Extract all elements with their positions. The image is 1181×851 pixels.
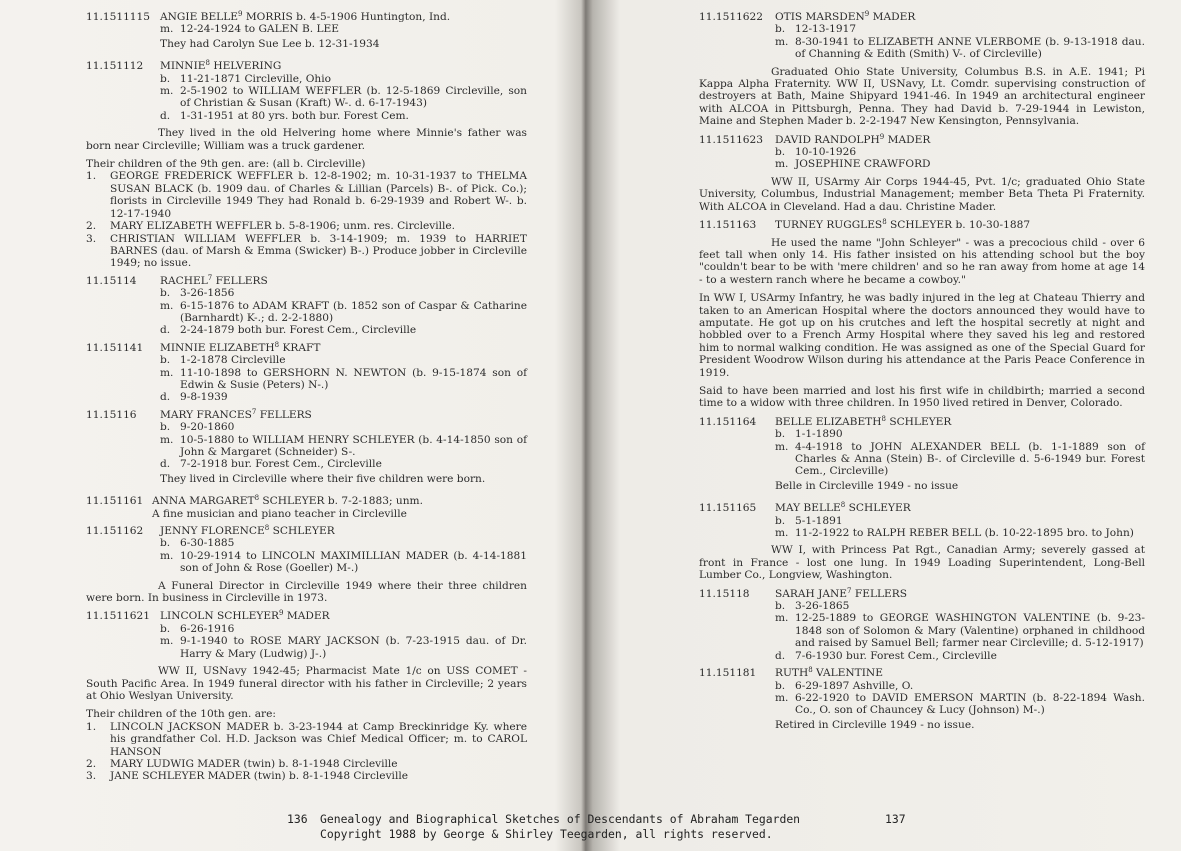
entry-number: 11.15116 (86, 408, 137, 421)
birth-line: b. 12-13-1917 (775, 23, 857, 36)
entry-number: 11.151163 (699, 219, 757, 232)
entry-note: They had Carolyn Sue Lee b. 12-31-1934 (160, 37, 380, 50)
entry-number: 11.151165 (699, 502, 757, 515)
birth-line: b. 1-1-1890 (775, 428, 843, 441)
entry (699, 11, 1145, 61)
entry (86, 342, 527, 404)
marriage-line: m. 6-22-1920 to DAVID EMERSON MARTIN (b. 8-22-1894 Wash. Co., O. son of Chauncey & Lucy (Johnson) M-.) (775, 691, 1145, 717)
entry-number: 11.151164 (699, 415, 757, 428)
left-page (86, 11, 527, 783)
marriage-line: m. 9-1-1940 to ROSE MARY JACKSON (b. 7-23-1915 dau. of Dr. Harry & Mary (Ludwig) J-.) (160, 635, 527, 660)
birth-line: b. 3-26-1865 (775, 600, 850, 613)
death-line: d. 7-2-1918 bur. Forest Cem., Circleville (160, 458, 382, 471)
marriage-line: m. 10-5-1880 to WILLIAM HENRY SCHLEYER (b. 4-14-1850 son of John & Margaret (Schneider) S-. (160, 433, 527, 458)
marriage-line: m. JOSEPHINE CRAWFORD (775, 158, 931, 171)
death-line: d. 2-24-1879 both bur. Forest Cem., Circleville (160, 324, 417, 337)
death-line: d. 9-8-1939 (160, 391, 228, 404)
entry-number: 11.1511115 (86, 11, 151, 23)
entry-heading: TURNEY RUGGLES$^8$ SCHLEYER b. 10-30-1887 (775, 218, 1031, 232)
entry-note: Belle in Circleville 1949 - no issue (775, 479, 959, 492)
entry-note: Retired in Circleville 1949 - no issue. (775, 718, 975, 731)
entry-number: 11.151161 (86, 495, 144, 508)
birth-line: b. 6-30-1885 (160, 537, 235, 550)
death-line: d. 1-31-1951 at 80 yrs. both bur. Forest Cem. (160, 109, 409, 122)
entry-number: 11.15118 (699, 587, 750, 600)
entry (699, 219, 1145, 231)
marriage-line: m. 4-4-1918 to JOHN ALEXANDER BELL (b. 1-1-1889 son of Charles & Anna (Stein) B-. of Circleville d. 5-6-1949 bur. Forest Cem., Circleville) (775, 440, 1145, 478)
marriage-line: m. 10-29-1914 to LINCOLN MAXIMILLIAN MADER (b. 4-14-1881 son of John & Rose (Goeller) M-.) (160, 549, 527, 575)
entry-heading: OTIS MARSDEN$^9$ MADER (775, 10, 916, 23)
biography-paragraph: In WW I, USArmy Infantry, he was badly injured in the leg at Chateau Thierry and taken to an American Hospital where the doctors announced they would have to amputate. He got up on his crutches and left the hospital secretly at night and hobbled over to a French Army Hospital where they saved his leg and restored him to normal walking condition. He was assigned as one of the Special Guard for President Woodrow Wilson during his attendance at the Paris Peace Conference in 1919. (699, 292, 1145, 379)
list-item: 2. MARY ELIZABETH WEFFLER b. 5-8-1906; unm. res. Circleville. (86, 220, 456, 233)
page-number-right: 137 (885, 812, 906, 826)
entry-number: 11.151181 (699, 667, 757, 680)
birth-line: b. 11-21-1871 Circleville, Ohio (160, 72, 332, 85)
entry-heading: MINNIE ELIZABETH$^8$ KRAFT (160, 340, 321, 354)
entry (86, 525, 527, 575)
marriage-line: m. 12-25-1889 to GEORGE WASHINGTON VALENTINE (b. 9-23-1848 son of Solomon & Mary (Valentine) orphaned in childhood and raised by Samuel Bell; farmer near Circleville; d. 5-12-1917) (775, 612, 1145, 650)
entry-heading: MARY FRANCES$^7$ FELLERS (160, 407, 312, 421)
biography-paragraph: Said to have been married and lost his first wife in childbirth; married a second time to a widow with three children. In 1950 lived retired in Denver, Colorado. (699, 384, 1145, 410)
marriage-line: m. 8-30-1941 to ELIZABETH ANNE VLERBOME (b. 9-13-1918 dau. of Channing & Edith (Smith) V-. of Circleville) (775, 35, 1145, 61)
birth-line: b. 5-1-1891 (775, 514, 843, 527)
entry (699, 502, 1145, 539)
entry-heading: MINNIE$^8$ HELVERING (160, 59, 282, 73)
entry-number: 11.1511621 (86, 610, 151, 623)
entry-heading: RUTH$^8$ VALENTINE (775, 666, 883, 680)
entry-number: 11.151141 (86, 341, 144, 354)
entry (86, 610, 527, 660)
entry-number: 11.15114 (86, 274, 137, 287)
entry (86, 11, 527, 55)
entry-number: 11.151112 (86, 60, 144, 73)
marriage-line: m. 6-15-1876 to ADAM KRAFT (b. 1852 son of Caspar & Catharine (Barnhardt) K-.; d. 2-2-1880) (160, 299, 527, 324)
entry-note: A fine musician and piano teacher in Circleville (152, 507, 407, 520)
birth-line: b. 6-29-1897 Ashville, O. (775, 679, 914, 692)
marriage-line: m. 12-24-1924 to GALEN B. LEE (160, 23, 339, 36)
birth-line: b. 1-2-1878 Circleville (160, 354, 286, 367)
birth-line: b. 9-20-1860 (160, 421, 235, 434)
entry (699, 416, 1145, 497)
footer-title: Genealogy and Biographical Sketches of Descendants of Abraham Tegarden (320, 812, 801, 826)
entry-heading: RACHEL$^7$ FELLERS (160, 273, 268, 287)
birth-line: b. 6-26-1916 (160, 622, 235, 635)
birth-line: b. 3-26-1856 (160, 287, 235, 300)
list-item: 3. CHRISTIAN WILLIAM WEFFLER b. 3-14-1909; m. 1939 to HARRIET BARNES (dau. of Marsh & Emma (Swicker) B-.) Produce jobber in Circleville 1949; no issue. (86, 232, 527, 270)
entry-heading: DAVID RANDOLPH$^9$ MADER (775, 132, 931, 146)
entry-heading: SARAH JANE$^7$ FELLERS (775, 586, 908, 600)
entry (86, 495, 527, 520)
biography-paragraph: Graduated Ohio State University, Columbus B.S. in A.E. 1941; Pi Kappa Alpha Fraternity. WW II, USNavy, Lt. Comdr. supervising construction of destroyers at Bath, Maine Shipyard 1941-46. In 1949 an architectural engineer with ALCOA in Pittsburgh, Penna. They had David b. 7-29-1944 in Lewiston, Maine and Stephen Mader b. 2-2-1947 New Kensington, Pennsylvania. (699, 65, 1145, 128)
entry (699, 134, 1145, 171)
biography-paragraph: A Funeral Director in Circleville 1949 where their three children were born. In business in Circleville in 1973. (86, 579, 527, 605)
biography-paragraph: WW I, with Princess Pat Rgt., Canadian Army; severely gassed at front in France - lost one lung. In 1949 Loading Superintendent, Long-Bell Lumber Co., Longview, Washington. (699, 544, 1145, 582)
entry-heading: BELLE ELIZABETH$^8$ SCHLEYER (775, 414, 952, 428)
entry-heading: MAY BELLE$^8$ SCHLEYER (775, 501, 911, 515)
right-page (699, 11, 1145, 741)
entry-heading: LINCOLN SCHLEYER$^9$ MADER (160, 609, 330, 623)
marriage-line: m. 11-2-1922 to RALPH REBER BELL (b. 10-22-1895 bro. to John) (775, 527, 1134, 540)
entry (699, 667, 1145, 736)
entry (86, 60, 527, 122)
list-item: 3. JANE SCHLEYER MADER (twin) b. 8-1-1948 Circleville (86, 770, 408, 783)
entry (86, 409, 527, 490)
list-item: 2. MARY LUDWIG MADER (twin) b. 8-1-1948 Circleville (86, 757, 398, 770)
marriage-line: m. 11-10-1898 to GERSHORN N. NEWTON (b. 9-15-1874 son of Edwin & Susie (Peters) N-.) (160, 366, 527, 391)
entry-number: 11.1511623 (699, 133, 764, 146)
entry-heading: JENNY FLORENCE$^8$ SCHLEYER (160, 524, 335, 538)
children-list (86, 721, 527, 783)
list-item: 1. GEORGE FREDERICK WEFFLER b. 12-8-1902; m. 10-31-1937 to THELMA SUSAN BLACK (b. 1909 dau. of Charles & Lillian (Parcels) B-. of Pick. Co.); florists in Circleville 1949 They had Ronald b. 6-29-1939 and Robert W-. b. 12-17-1940 (86, 170, 527, 220)
children-list (86, 170, 527, 269)
entry-heading: ANGIE BELLE$^9$ MORRIS b. 4-5-1906 Huntington, Ind. (160, 10, 451, 23)
biography-paragraph: They lived in the old Helvering home where Minnie's father was born near Circleville; William was a truck gardener. (86, 127, 527, 152)
biography-paragraph: He used the name "John Schleyer" - was a precocious child - over 6 feet tall when only 14. His father insisted on his attending school but the boy "couldn't bear to be with 'mere children' and so he ran away from home at age 14 - to a western ranch where he became a cowboy." (699, 236, 1145, 286)
death-line: d. 7-6-1930 bur. Forest Cem., Circleville (775, 649, 997, 662)
entry-number: 11.151162 (86, 525, 144, 538)
entry (699, 588, 1145, 662)
biography-paragraph: WW II, USNavy 1942-45; Pharmacist Mate 1/c on USS COMET - South Pacific Area. In 1949 funeral director with his father in Circleville; 2 years at Ohio Weslyan University. (86, 665, 527, 702)
page-number-left: 136 (287, 812, 308, 826)
birth-line: b. 10-10-1926 (775, 146, 857, 159)
marriage-line: m. 2-5-1902 to WILLIAM WEFFLER (b. 12-5-1869 Circleville, son of Christian & Susan (Kraft) W-. d. 6-17-1943) (160, 85, 527, 110)
entry-note: They lived in Circleville where their five children were born. (160, 472, 486, 485)
entry-number: 11.1511622 (699, 11, 764, 23)
children-list-heading: Their children of the 10th gen. are: (86, 708, 276, 721)
biography-paragraph: WW II, USArmy Air Corps 1944-45, Pvt. 1/c; graduated Ohio State University, Columbus, Industrial Management; member Beta Theta Pi Fraternity. With ALCOA in Cleveland. Had a dau. Christine Mader. (699, 175, 1145, 213)
children-list-heading: Their children of the 9th gen. are: (all b. Circleville) (86, 158, 366, 171)
entry-heading: ANNA MARGARET$^8$ SCHLEYER b. 7-2-1883; unm. (152, 494, 423, 508)
footer-copyright: Copyright 1988 by George & Shirley Teegarden, all rights reserved. (320, 827, 773, 841)
entry (86, 275, 527, 337)
list-item: 1. LINCOLN JACKSON MADER b. 3-23-1944 at Camp Breckinridge Ky. where his grandfather Col. H.D. Jackson was Chief Medical Officer; m. to CAROL HANSON (86, 720, 527, 758)
